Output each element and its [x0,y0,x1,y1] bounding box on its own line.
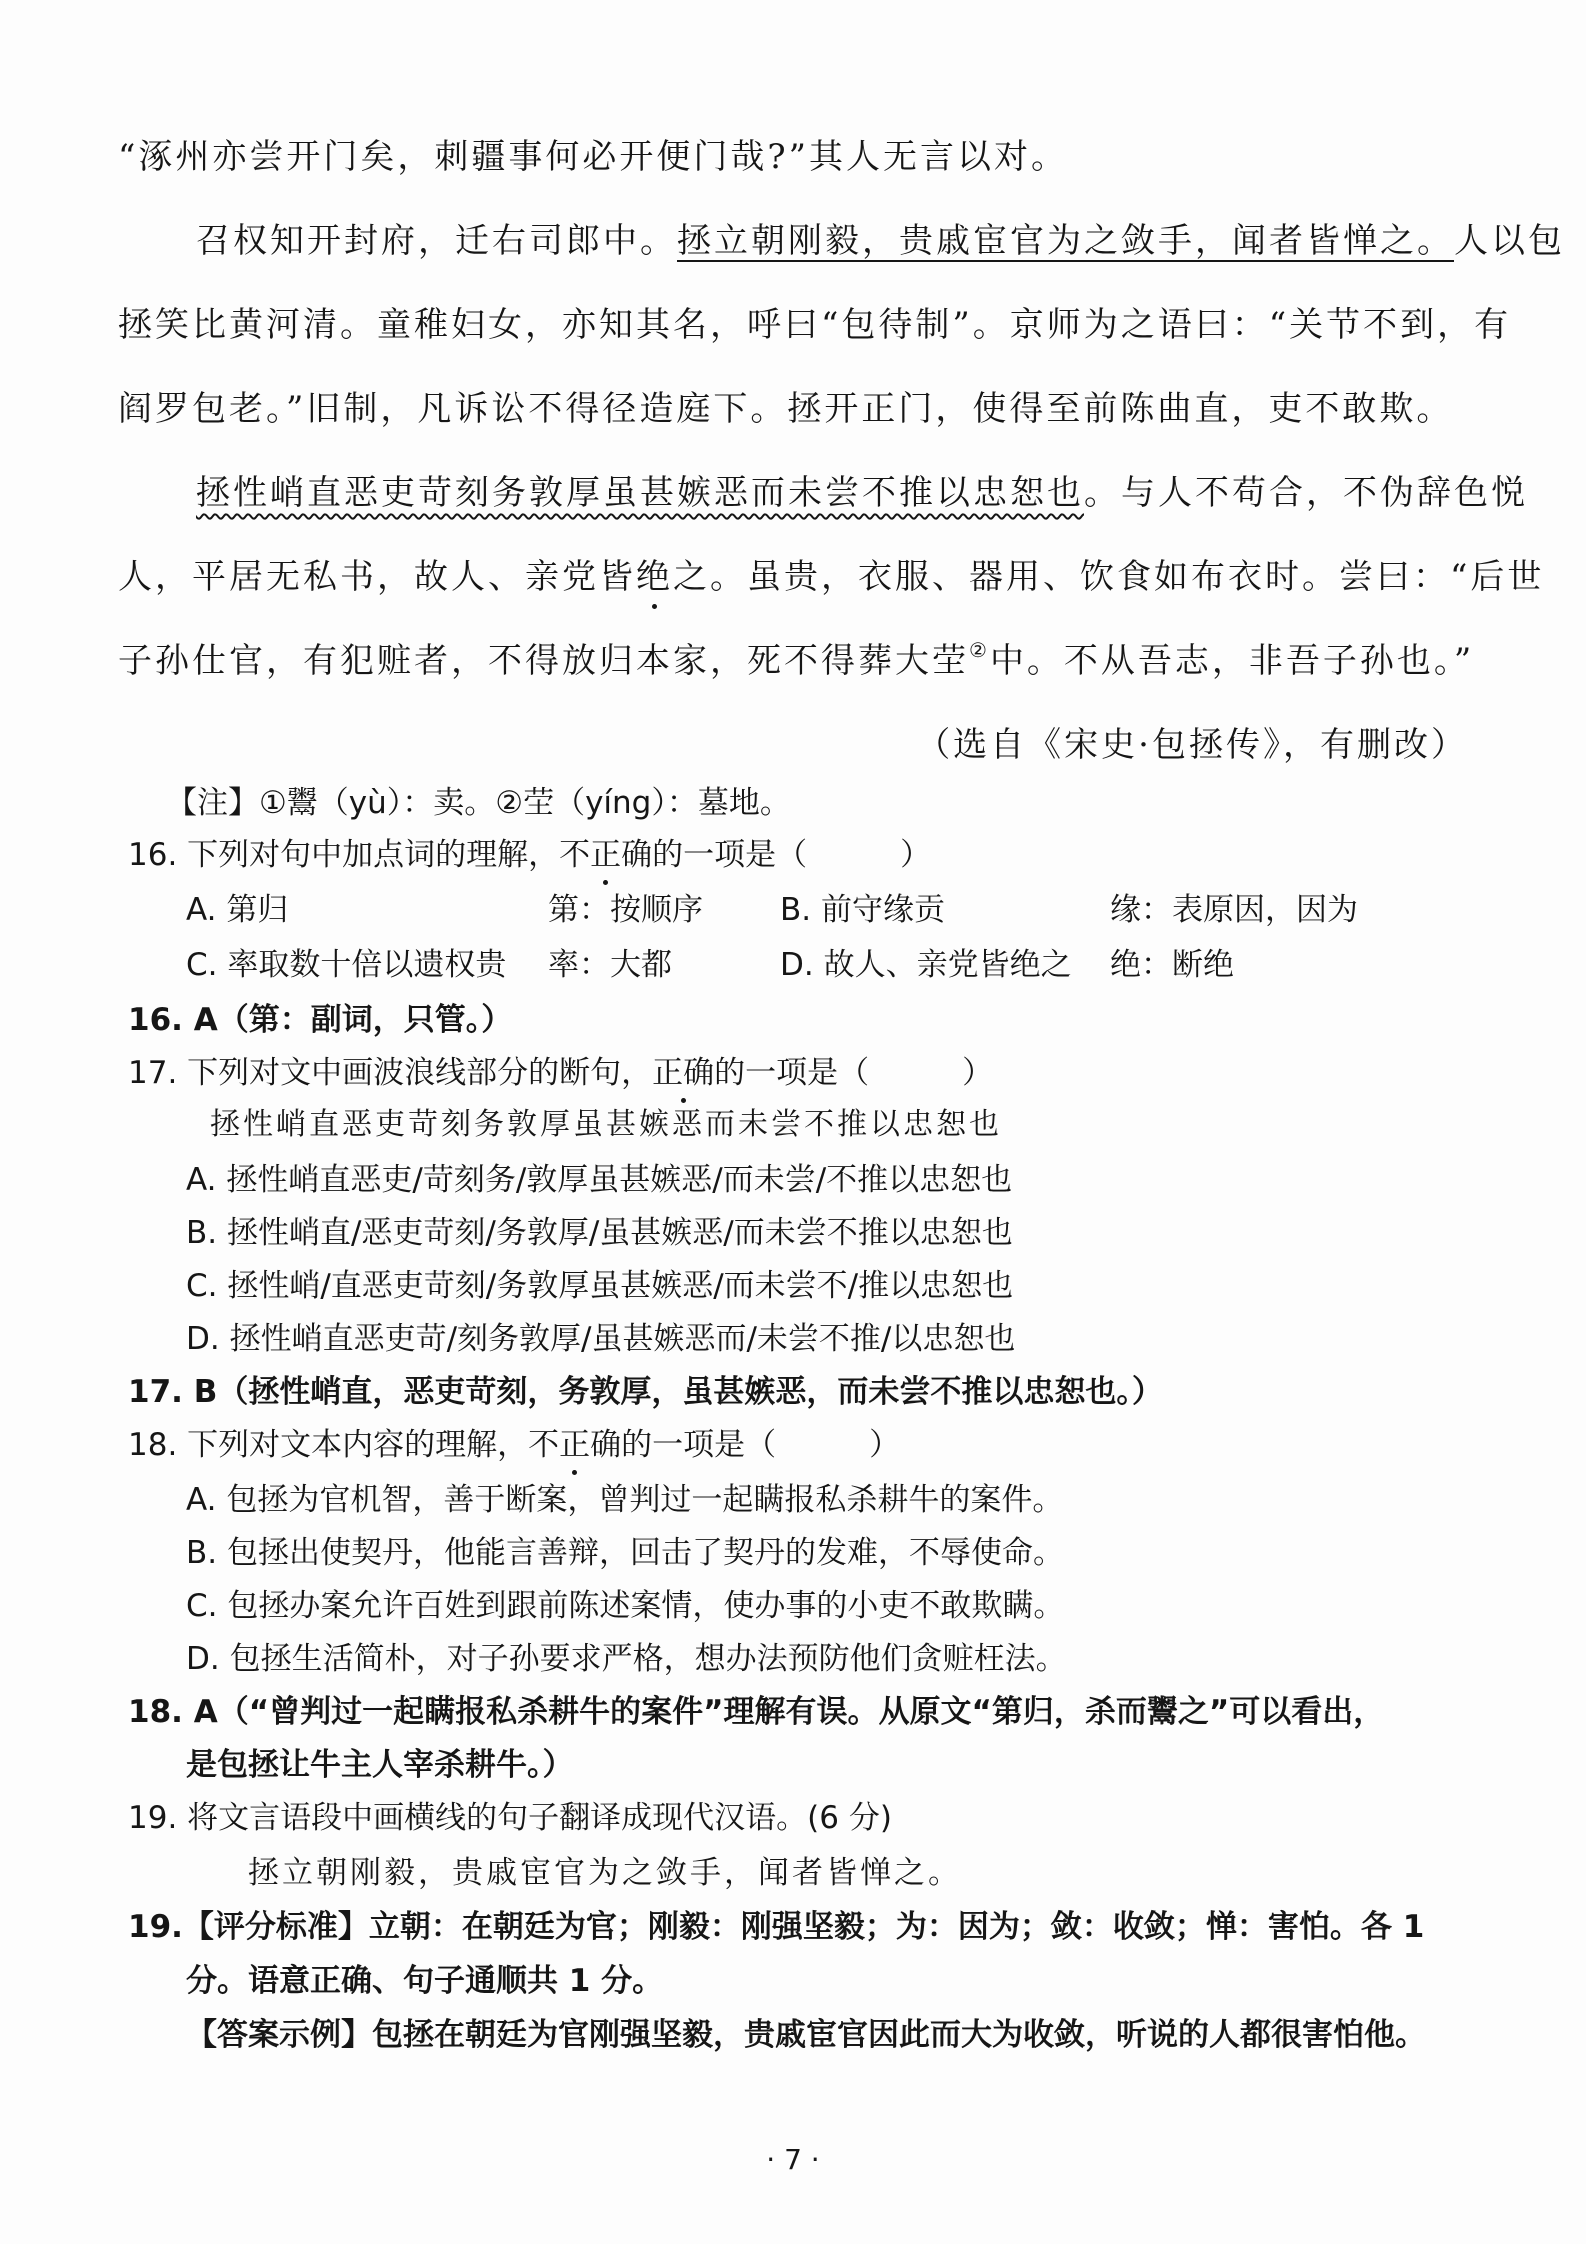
q18-answer-line-1: 18. A（“曾判过一起瞒报私杀耕牛的案件”理解有误。从原文“第归，杀而鬻之”可以看出， [128,1694,1385,1730]
emphasis-dots: 不正确 [559,837,653,873]
q19-standard-line-2: 分。语意正确、句子通顺共 1 分。 [186,1963,664,1999]
q16-option-c-explain: 率：大都 [548,947,672,983]
q16-option-a-explain: 第：按顺序 [548,892,703,928]
q17-quote: 拯性峭直恶吏苛刻务敦厚虽甚嫉恶而未尝不推以忠恕也 [210,1107,1002,1142]
page-number: · 7 · [766,2143,820,2176]
q18-option-a: A. 包拯为官机智，善于断案，曾判过一起瞒报私杀耕牛的案件。 [186,1482,1064,1518]
q16-stem: 16. 下列对句中加点词的理解，不正确的一项是（ ） [128,837,932,873]
footnote-marker: ② [969,638,990,662]
dotted-word: 绝 [636,557,673,597]
q18-option-b: B. 包拯出使契丹，他能言善辩，回击了契丹的发难，不辱使命。 [186,1535,1064,1571]
q17-stem: 17. 下列对文中画波浪线部分的断句，正确的一项是（ ） [128,1055,994,1091]
underlined-sentence: 拯立朝刚毅，贵戚宦官为之敛手，闻者皆惮之。 [677,221,1454,261]
q19-answer-example: 【答案示例】包拯在朝廷为官刚强坚毅，贵戚宦官因此而大为收敛，听说的人都很害怕他。 [186,2017,1426,2053]
q18-option-d: D. 包拯生活简朴，对子孙要求严格，想办法预防他们贪赃枉法。 [186,1641,1067,1677]
q17-option-a: A. 拯性峭直恶吏/苛刻务/敦厚虽甚嫉恶/而未尝/不推以忠恕也 [186,1162,1013,1198]
passage-line-6: 人，平居无私书，故人、亲党皆绝之。虽贵，衣服、器用、饮食如布衣时。尝曰：“后世 [118,557,1545,597]
q17-answer: 17. B（拯性峭直，恶吏苛刻，务敦厚，虽甚嫉恶，而未尝不推以忠恕也。） [128,1374,1163,1410]
q19-quote: 拯立朝刚毅，贵戚宦官为之敛手，闻者皆惮之。 [248,1855,962,1891]
passage-line-1: “涿州亦尝开门矣，刺疆事何必开便门哉?”其人无言以对。 [118,137,1068,177]
q16-option-b-explain: 缘：表原因，因为 [1110,892,1358,928]
passage-line-2: 召权知开封府，迁右司郎中。拯立朝刚毅，贵戚宦官为之敛手，闻者皆惮之。人以包 [196,221,1565,261]
q16-option-d-explain: 绝：断绝 [1110,947,1234,983]
q17-option-c: C. 拯性峭/直恶吏苛刻/务敦厚虽甚嫉恶/而未尝不/推以忠恕也 [186,1268,1014,1304]
emphasis-dots: 正确 [652,1055,715,1091]
q19-stem: 19. 将文言语段中画横线的句子翻译成现代汉语。(6 分) [128,1800,892,1836]
emphasis-dots: 不正确 [528,1427,622,1463]
q16-option-c: C. 率取数十倍以遗权贵 [186,947,507,983]
wavy-underlined-sentence: 拯性峭直恶吏苛刻务敦厚虽甚嫉恶而未尝不推以忠恕也 [196,473,1084,513]
q19-standard-line-1: 19.【评分标准】立朝：在朝廷为官；刚毅：刚强坚毅；为：因为；敛：收敛；惮：害怕。各 1 [128,1909,1425,1945]
passage-line-7: 子孙仕官，有犯赃者，不得放归本家，死不得葬大茔②中。不从吾志，非吾子孙也。” [118,638,1475,681]
q18-option-c: C. 包拯办案允许百姓到跟前陈述案情，使办事的小吏不敢欺瞒。 [186,1588,1065,1624]
q17-option-d: D. 拯性峭直恶吏苛/刻务敦厚/虽甚嫉恶而/未尝不推/以忠恕也 [186,1321,1016,1357]
passage-line-3: 拯笑比黄河清。童稚妇女，亦知其名，呼曰“包待制”。京师为之语曰：“关节不到，有 [118,305,1512,345]
q17-option-b: B. 拯性峭直/恶吏苛刻/务敦厚/虽甚嫉恶/而未尝不推以忠恕也 [186,1215,1013,1251]
q16-answer: 16. A（第：副词，只管。） [128,1002,513,1038]
q18-stem: 18. 下列对文本内容的理解，不正确的一项是（ ） [128,1427,901,1463]
passage-line-4: 阎罗包老。”旧制，凡诉讼不得径造庭下。拯开正门，使得至前陈曲直，吏不敢欺。 [118,389,1454,429]
q18-answer-line-2: 是包拯让牛主人宰杀耕牛。） [186,1747,574,1783]
q16-option-a: A. 第归 [186,892,289,928]
passage-line-5: 拯性峭直恶吏苛刻务敦厚虽甚嫉恶而未尝不推以忠恕也。与人不苟合，不伪辞色悦 [196,473,1528,513]
q16-option-b: B. 前守缘贡 [780,892,945,928]
q16-option-d: D. 故人、亲党皆绝之 [780,947,1072,983]
passage-source: （选自《宋史·包拯传》，有删改） [916,725,1468,765]
passage-note: 【注】①鬻（yù）：卖。②茔（yíng）：墓地。 [166,785,791,821]
